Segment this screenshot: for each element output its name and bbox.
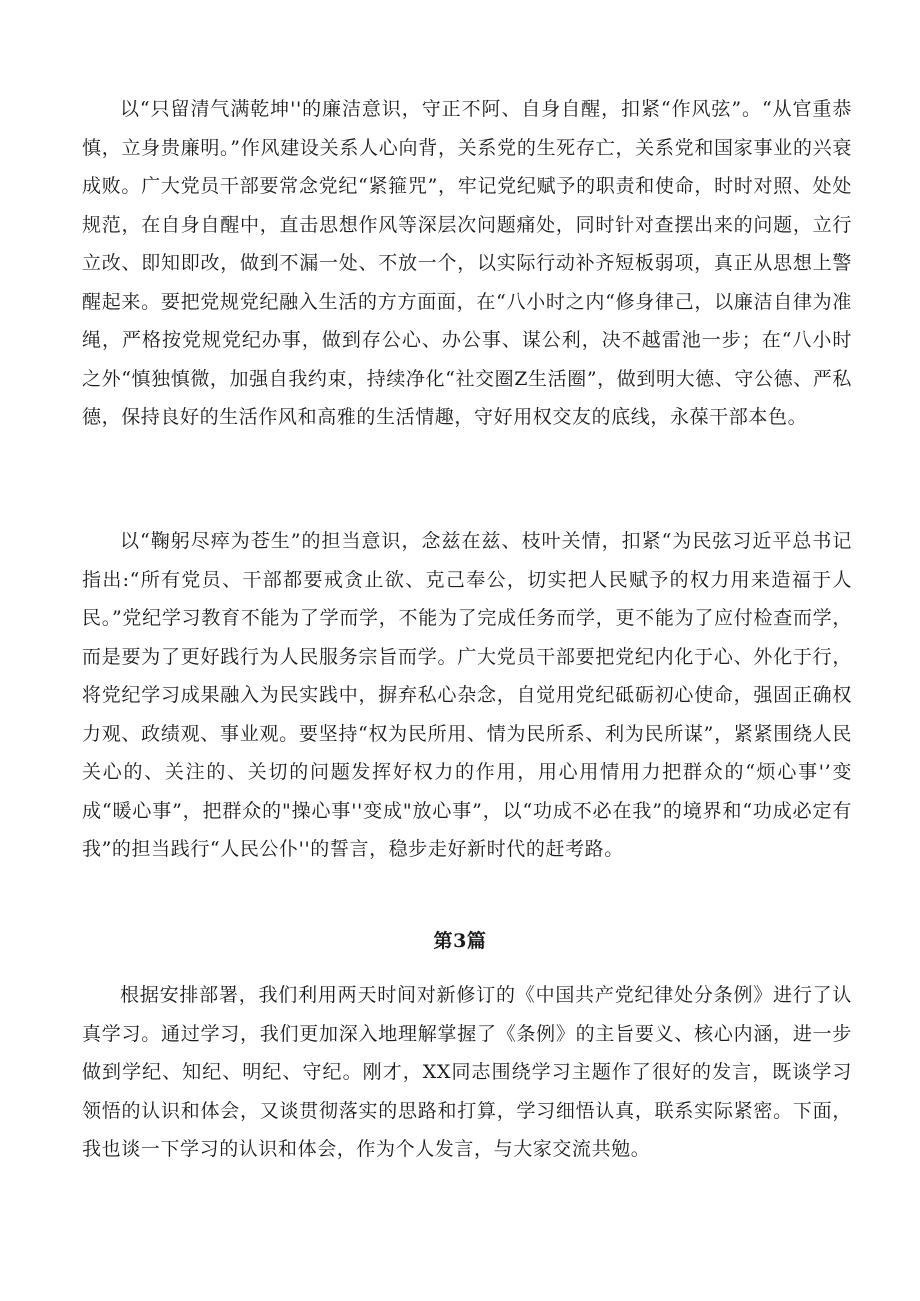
section-heading: 第3篇 bbox=[433, 930, 487, 952]
paragraph-responsibility: 以“鞠躬尽瘁为苍生”的担当意识，念兹在兹、枝叶关情，扣紧“为民弦习近平总书记指出:“所有党员、干部都要戒贪止欲、克己奉公，切实把人民赋予的权力用来造福于人民。”党纪学习教育不能为了学而学，不能为了完成任务而学，更不能为了应付检查而学，而是要为了更好践行为人民服务宗旨而学。广大党员干部要把党纪内化于心、外化于行，将党纪学习成果融入为民实践中，摒弃私心杂念，自觉用党纪砥砺初心使命，强固正确权力观、政绩观、事业观。要坚持“权为民所用、情为民所系、利为民所谋”，紧紧围绕人民关心的、关注的、关切的问题发挥好权力的作用，用心用情用力把群众的“烦心事'’变成“暖心事”，把群众的"操心事''变成"放心事”，以“功成不必在我”的境界和“功成必定有我”的担当践行“人民公仆''的誓言，稳步走好新时代的赶考路。 bbox=[82, 530, 852, 860]
paragraph-integrity: 以“只留清气满乾坤''的廉洁意识，守正不阿、自身自醒，扣紧“作风弦”。“从官重恭慎，立身贵廉明。”作风建设关系人心向背，关系党的生死存亡，关系党和国家事业的兴衰成败。广大党员干部要常念党纪“紧箍咒”，牢记党纪赋予的职责和使命，时时对照、处处规范，在自身自醒中，直击思想作风等深层次问题痛处，同时针对查摆出来的问题，立行立改、即知即改，做到不漏一处、不放一个，以实际行动补齐短板弱项，真正从思想上警醒起来。要把党规党纪融入生活的方方面面，在“八小时之内“修身律己，以廉洁自律为准绳，严格按党规党纪办事，做到存公心、办公事、谋公利，决不越雷池一步；在“八小时之外“慎独慎微，加强自我约束，持续净化“社交圈Z生活圈”，做到明大德、守公德、严私德，保持良好的生活作风和高雅的生活情趣，守好用权交友的底线，永葆干部本色。 bbox=[82, 98, 852, 428]
paragraph-introduction: 根据安排部署，我们利用两天时间对新修订的《中国共产党纪律处分条例》进行了认真学习。通过学习，我们更加深入地理解掌握了《条例》的主旨要义、核心内涵，进一步做到学纪、知纪、明纪、守纪。刚才，XX同志围绕学习主题作了很好的发言，既谈学习领悟的认识和体会，又谈贯彻落实的思路和打算，学习细悟认真，联系实际紧密。下面，我也谈一下学习的认识和体会，作为个人发言，与大家交流共勉。 bbox=[82, 984, 852, 1160]
